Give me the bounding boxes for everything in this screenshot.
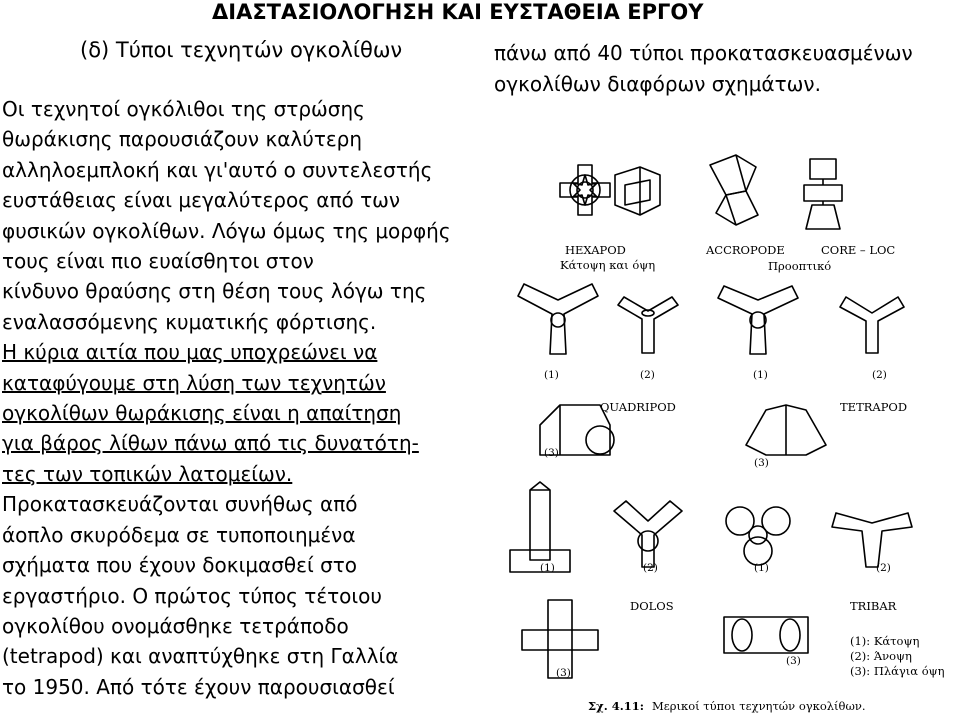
body-line: ογκολίθου ονομάσθηκε τετράποδο [2,613,349,638]
num-2: (2) [872,369,887,381]
body-line: φυσικών ογκολίθων. Λόγω όμως της μορφής [2,218,451,243]
body-line: κίνδυνο θραύσης στη θέση τους λόγω της [2,279,427,304]
body-line: αλληλοεμπλοκή και γι'αυτό ο συντελεστής [2,157,433,182]
tribar-elevation-drawing [832,513,912,567]
label-accropode: ACCROPODE [706,243,785,257]
tetrapod-plan-drawing [718,286,798,354]
figure-caption-number: Σχ. 4.11: [588,699,644,713]
num-2: (2) [643,562,658,574]
tribar-plan-drawing [726,507,790,565]
figure-caption-text: Μερικοί τύποι τεχνητών ογκολίθων. [652,699,866,713]
body-line: καταφύγουμε στη λύση των τεχνητών [2,370,386,395]
body-line: Η κύρια αιτία που μας υποχρεώνει να [2,340,378,365]
body-line: εναλασσόμενης κυματικής φόρτισης. [2,309,377,334]
right-note [494,38,913,100]
label-quadripod: QUADRIPOD [600,400,676,414]
body-line: Οι τεχνητοί ογκόλιθοι της στρώσης [2,97,365,121]
section-subtitle: (δ) Τύποι τεχνητών ογκολίθων [80,38,403,62]
body-line: τους είναι πιο ευαίσθητοι στον [2,249,314,274]
tetrapod-elevation-drawing [840,297,904,353]
body-line: θωράκισης παρουσιάζουν καλύτερη [2,127,363,152]
body-paragraph [2,94,492,702]
num-3: (3) [556,667,571,679]
hexapod-plan-drawing [560,165,610,215]
tetrapod-side-drawing [746,405,826,455]
num-1: (1) [754,562,769,574]
body-line: εργαστήριο. Ο πρώτος τύπος τέτοιου [2,583,382,608]
num-3: (3) [786,655,801,667]
label-hexapod-sub: Κάτοψη και όψη [560,258,656,272]
label-tribar: TRIBAR [850,599,897,613]
right-note-line-1: πάνω από 40 τύποι προκατασκευασμένων [494,41,913,65]
legend-2: (2): Άνοψη [850,649,912,663]
num-1: (1) [544,369,559,381]
body-line: τες των τοπικών λατομείων. [2,461,293,486]
num-2: (2) [640,369,655,381]
quadripod-plan-drawing [518,284,598,354]
body-line: Προκατασκευάζονται συνήθως από [2,492,358,517]
num-1: (1) [540,562,555,574]
label-coreloc-sub: Προοπτικό [768,259,832,273]
hexapod-side-drawing [615,167,660,215]
dolos-elevation-drawing [614,501,682,567]
label-dolos: DOLOS [630,599,674,613]
quadripod-elevation-drawing [618,297,678,353]
body-line: ευστάθειας είναι μεγαλύτερος από των [2,188,401,213]
num-3: (3) [754,457,769,469]
num-3: (3) [544,447,559,459]
body-line: για βάρος λίθων πάνω από τις δυνατότη- [2,431,419,456]
page-title: ΔΙΑΣΤΑΣΙΟΛΟΓΗΣΗ ΚΑΙ ΕΥΣΤΑΘΕΙΑ ΕΡΓΟΥ [212,0,704,24]
body-line: άοπλο σκυρόδεμα σε τυποποιημένα [2,522,356,547]
dolos-plan-drawing [510,482,570,572]
body-line: ογκολίθων θωράκισης είναι η απαίτηση [2,401,402,426]
body-line: σχήματα που έχουν δοκιμασθεί στο [2,553,358,578]
coreloc-drawing [804,159,842,229]
tribar-side-drawing [724,617,808,653]
num-2: (2) [876,562,891,574]
label-tetrapod: TETRAPOD [840,400,908,414]
armour-units-drawing [500,145,950,713]
armour-unit-figure [500,145,950,713]
label-hexapod: HEXAPOD [565,243,626,257]
body-line: (tetrapod) και αναπτύχθηκε στη Γαλλία [2,644,399,669]
legend-1: (1): Κάτοψη [850,634,920,648]
label-coreloc: CORE – LOC [821,243,896,257]
legend-3: (3): Πλάγια όψη [850,664,945,678]
right-note-line-2: ογκολίθων διαφόρων σχημάτων. [494,72,821,96]
accropode-drawing [710,155,758,225]
num-1: (1) [753,369,768,381]
body-line: το 1950. Από τότε έχουν παρουσιασθεί [2,674,395,699]
